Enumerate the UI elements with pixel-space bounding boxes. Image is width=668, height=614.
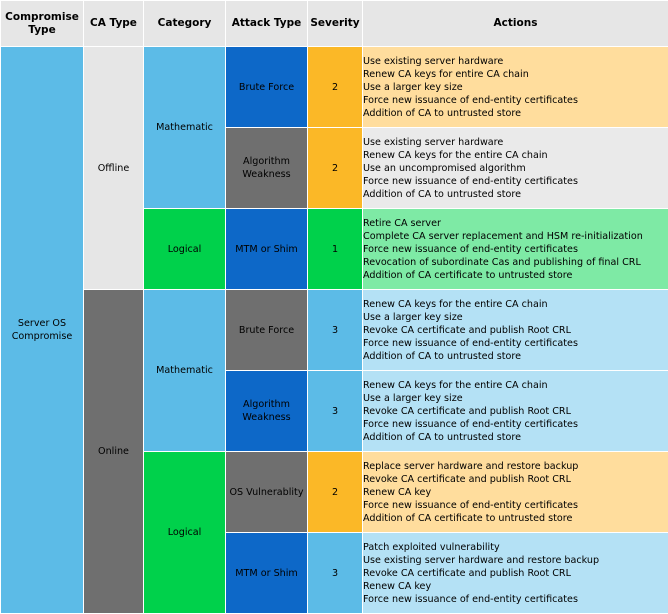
table-row	[1, 47, 668, 128]
attack-type-cell: Brute Force	[226, 47, 308, 128]
header-severity: Severity	[308, 1, 363, 47]
header-attack-type: Attack Type	[226, 1, 308, 47]
header-actions: Actions	[363, 1, 668, 47]
severity-cell: 2	[308, 452, 363, 533]
actions-cell	[363, 47, 668, 128]
category-offline-mathematic: Mathematic	[144, 47, 226, 209]
compromise-type-cell: Server OS Compromise	[1, 47, 84, 614]
action-item: Force new issuance of end-entity certificates	[363, 175, 668, 188]
action-item: Use existing server hardware	[363, 55, 668, 68]
action-item: Use existing server hardware	[363, 136, 668, 149]
action-item: Revoke CA certificate and publish Root CRL	[363, 405, 668, 418]
category-online-logical: Logical	[144, 452, 226, 614]
severity-cell: 2	[308, 128, 363, 209]
attack-type-cell: Algorithm Weakness	[226, 371, 308, 452]
actions-cell	[363, 452, 668, 533]
action-item: Force new issuance of end-entity certificates	[363, 337, 668, 350]
actions-cell	[363, 371, 668, 452]
action-item: Renew CA keys for the entire CA chain	[363, 149, 668, 162]
ca-type-offline: Offline	[84, 47, 144, 290]
action-item: Addition of CA to untrusted store	[363, 350, 668, 363]
actions-cell	[363, 533, 668, 614]
action-item: Renew CA keys for the entire CA chain	[363, 379, 668, 392]
action-item: Use a larger key size	[363, 311, 668, 324]
severity-cell: 3	[308, 290, 363, 371]
category-online-mathematic: Mathematic	[144, 290, 226, 452]
action-item: Renew CA keys for entire CA chain	[363, 68, 668, 81]
severity-cell: 2	[308, 47, 363, 128]
header-compromise-type: Compromise Type	[1, 1, 84, 47]
action-item: Addition of CA certificate to untrusted store	[363, 512, 668, 525]
header-row	[1, 1, 668, 47]
header-category: Category	[144, 1, 226, 47]
attack-type-cell: Brute Force	[226, 290, 308, 371]
action-item: Addition of CA certificate to untrusted store	[363, 269, 668, 282]
severity-cell: 1	[308, 209, 363, 290]
action-item: Addition of CA to untrusted store	[363, 431, 668, 444]
ca-type-online: Online	[84, 290, 144, 614]
severity-cell: 3	[308, 371, 363, 452]
action-item: Force new issuance of end-entity certificates	[363, 499, 668, 512]
action-item: Retire CA server	[363, 217, 668, 230]
action-item: Revoke CA certificate and publish Root CRL	[363, 473, 668, 486]
category-offline-logical: Logical	[144, 209, 226, 290]
action-item: Force new issuance of end-entity certificates	[363, 243, 668, 256]
actions-cell	[363, 290, 668, 371]
action-item: Force new issuance of end-entity certificates	[363, 94, 668, 107]
action-item: Complete CA server replacement and HSM re-initialization	[363, 230, 668, 243]
action-item: Use a larger key size	[363, 392, 668, 405]
attack-type-cell: OS Vulnerablity	[226, 452, 308, 533]
actions-cell	[363, 209, 668, 290]
attack-type-cell: MTM or Shim	[226, 209, 308, 290]
action-item: Addition of CA to untrusted store	[363, 188, 668, 201]
header-ca-type: CA Type	[84, 1, 144, 47]
attack-type-cell: MTM or Shim	[226, 533, 308, 614]
action-item: Renew CA keys for the entire CA chain	[363, 298, 668, 311]
action-item: Replace server hardware and restore backup	[363, 460, 668, 473]
table-row	[1, 290, 668, 371]
action-item: Renew CA key	[363, 580, 668, 593]
action-item: Patch exploited vulnerability	[363, 541, 668, 554]
actions-cell	[363, 128, 668, 209]
action-item: Use a larger key size	[363, 81, 668, 94]
action-item: Use an uncompromised algorithm	[363, 162, 668, 175]
action-item: Addition of CA to untrusted store	[363, 107, 668, 120]
action-item: Force new issuance of end-entity certificates	[363, 418, 668, 431]
action-item: Revocation of subordinate Cas and publishing of final CRL	[363, 256, 668, 269]
action-item: Revoke CA certificate and publish Root CRL	[363, 567, 668, 580]
severity-cell: 3	[308, 533, 363, 614]
action-item: Renew CA key	[363, 486, 668, 499]
action-item: Revoke CA certificate and publish Root CRL	[363, 324, 668, 337]
action-item: Force new issuance of end-entity certificates	[363, 593, 668, 606]
action-item: Use existing server hardware and restore backup	[363, 554, 668, 567]
attack-type-cell: Algorithm Weakness	[226, 128, 308, 209]
